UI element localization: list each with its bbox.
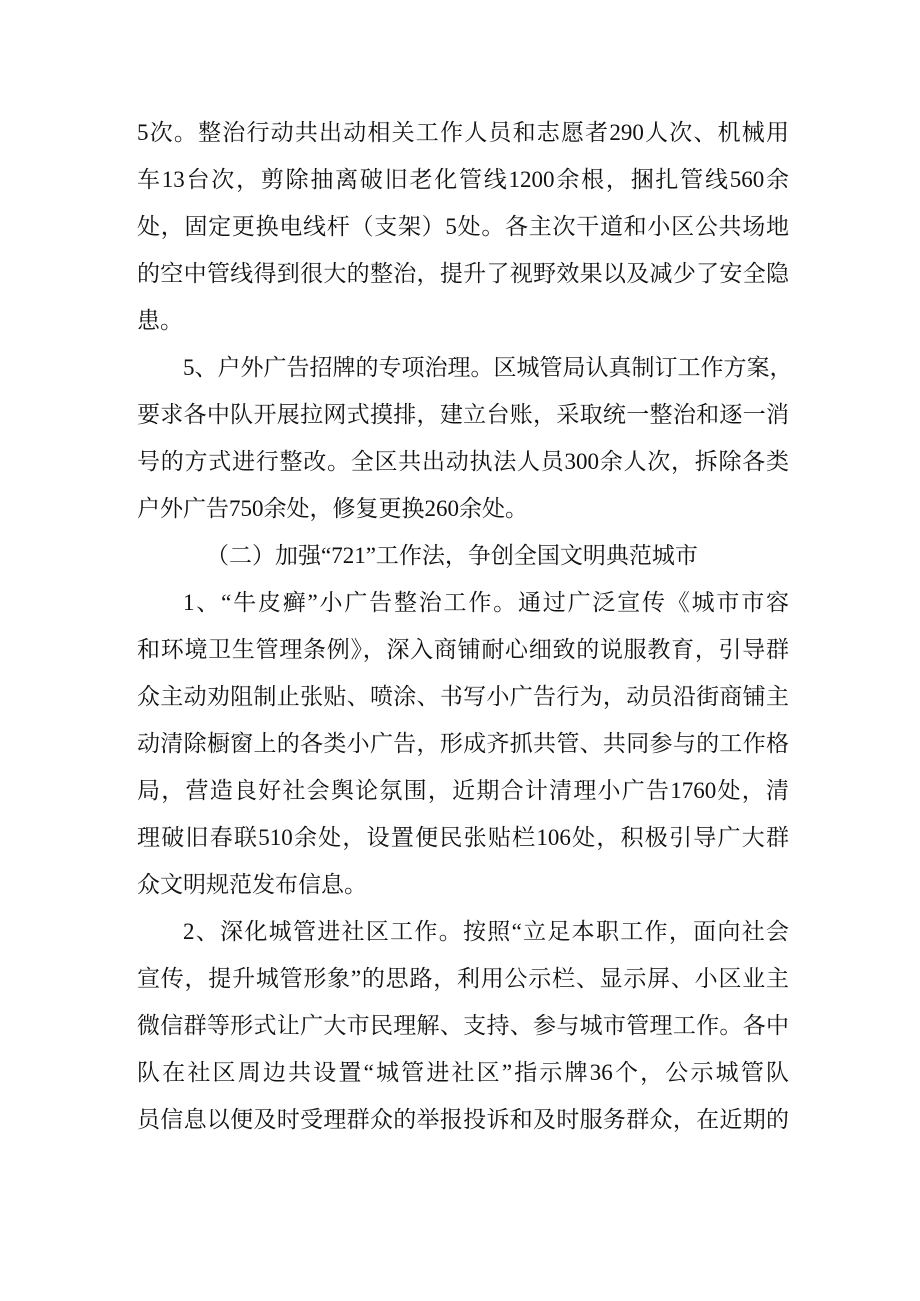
text-line: 局，营造良好社会舆论氛围，近期合计清理小广告1760处，清 xyxy=(137,778,789,803)
text-line: 众文明规范发布信息。 xyxy=(137,872,367,897)
heading-text: （二）加强“721”工作法，争创全国文明典范城市 xyxy=(206,543,698,568)
text-line: 患。 xyxy=(137,308,183,333)
text-line: 5、户外广告招牌的专项治理。区城管局认真制订工作方案， xyxy=(183,355,793,380)
text-line: 员信息以便及时受理群众的举报投诉和及时服务群众，在近期的 xyxy=(137,1107,789,1132)
text-line: 众主动劝阻制止张贴、喷涂、书写小广告行为，动员沿街商铺主 xyxy=(137,684,789,709)
text-line: 车13台次，剪除抽离破旧老化管线1200余根，捆扎管线560余 xyxy=(137,167,789,192)
paragraph-small-ads xyxy=(137,579,789,908)
paragraph-outdoor-advertising xyxy=(137,344,793,532)
text-line: 户外广告750余处，修复更换260余处。 xyxy=(137,496,528,521)
text-line: 宣传，提升城管形象”的思路，利用公示栏、显示屏、小区业主 xyxy=(137,966,789,991)
text-line: 动清除橱窗上的各类小广告，形成齐抓共管、共同参与的工作格 xyxy=(137,731,789,756)
text-line: 处，固定更换电线杆（支架）5处。各主次干道和小区公共场地 xyxy=(137,214,789,239)
document-body xyxy=(137,109,793,1143)
paragraph-continuation xyxy=(137,109,789,344)
text-line: 的空中管线得到很大的整治，提升了视野效果以及减少了安全隐 xyxy=(137,261,789,286)
text-line: 1、“牛皮癣”小广告整治工作。通过广泛宣传《城市市容 xyxy=(183,590,789,615)
text-line: 要求各中队开展拉网式摸排，建立台账，采取统一整治和逐一消 xyxy=(137,402,789,427)
text-line: 2、深化城管进社区工作。按照“立足本职工作，面向社会 xyxy=(183,919,789,944)
text-line: 理破旧春联510余处，设置便民张贴栏106处，积极引导广大群 xyxy=(137,825,789,850)
section-heading xyxy=(137,532,789,579)
text-line: 号的方式进行整改。全区共出动执法人员300余人次，拆除各类 xyxy=(137,449,789,474)
text-line: 队在社区周边共设置“城管进社区”指示牌36个，公示城管队 xyxy=(137,1060,789,1085)
text-line: 5次。整治行动共出动相关工作人员和志愿者290人次、机械用 xyxy=(137,120,789,145)
text-line: 和环境卫生管理条例》，深入商铺耐心细致的说服教育，引导群 xyxy=(137,637,789,662)
text-line: 微信群等形式让广大市民理解、支持、参与城市管理工作。各中 xyxy=(137,1013,789,1038)
paragraph-community xyxy=(137,908,789,1143)
